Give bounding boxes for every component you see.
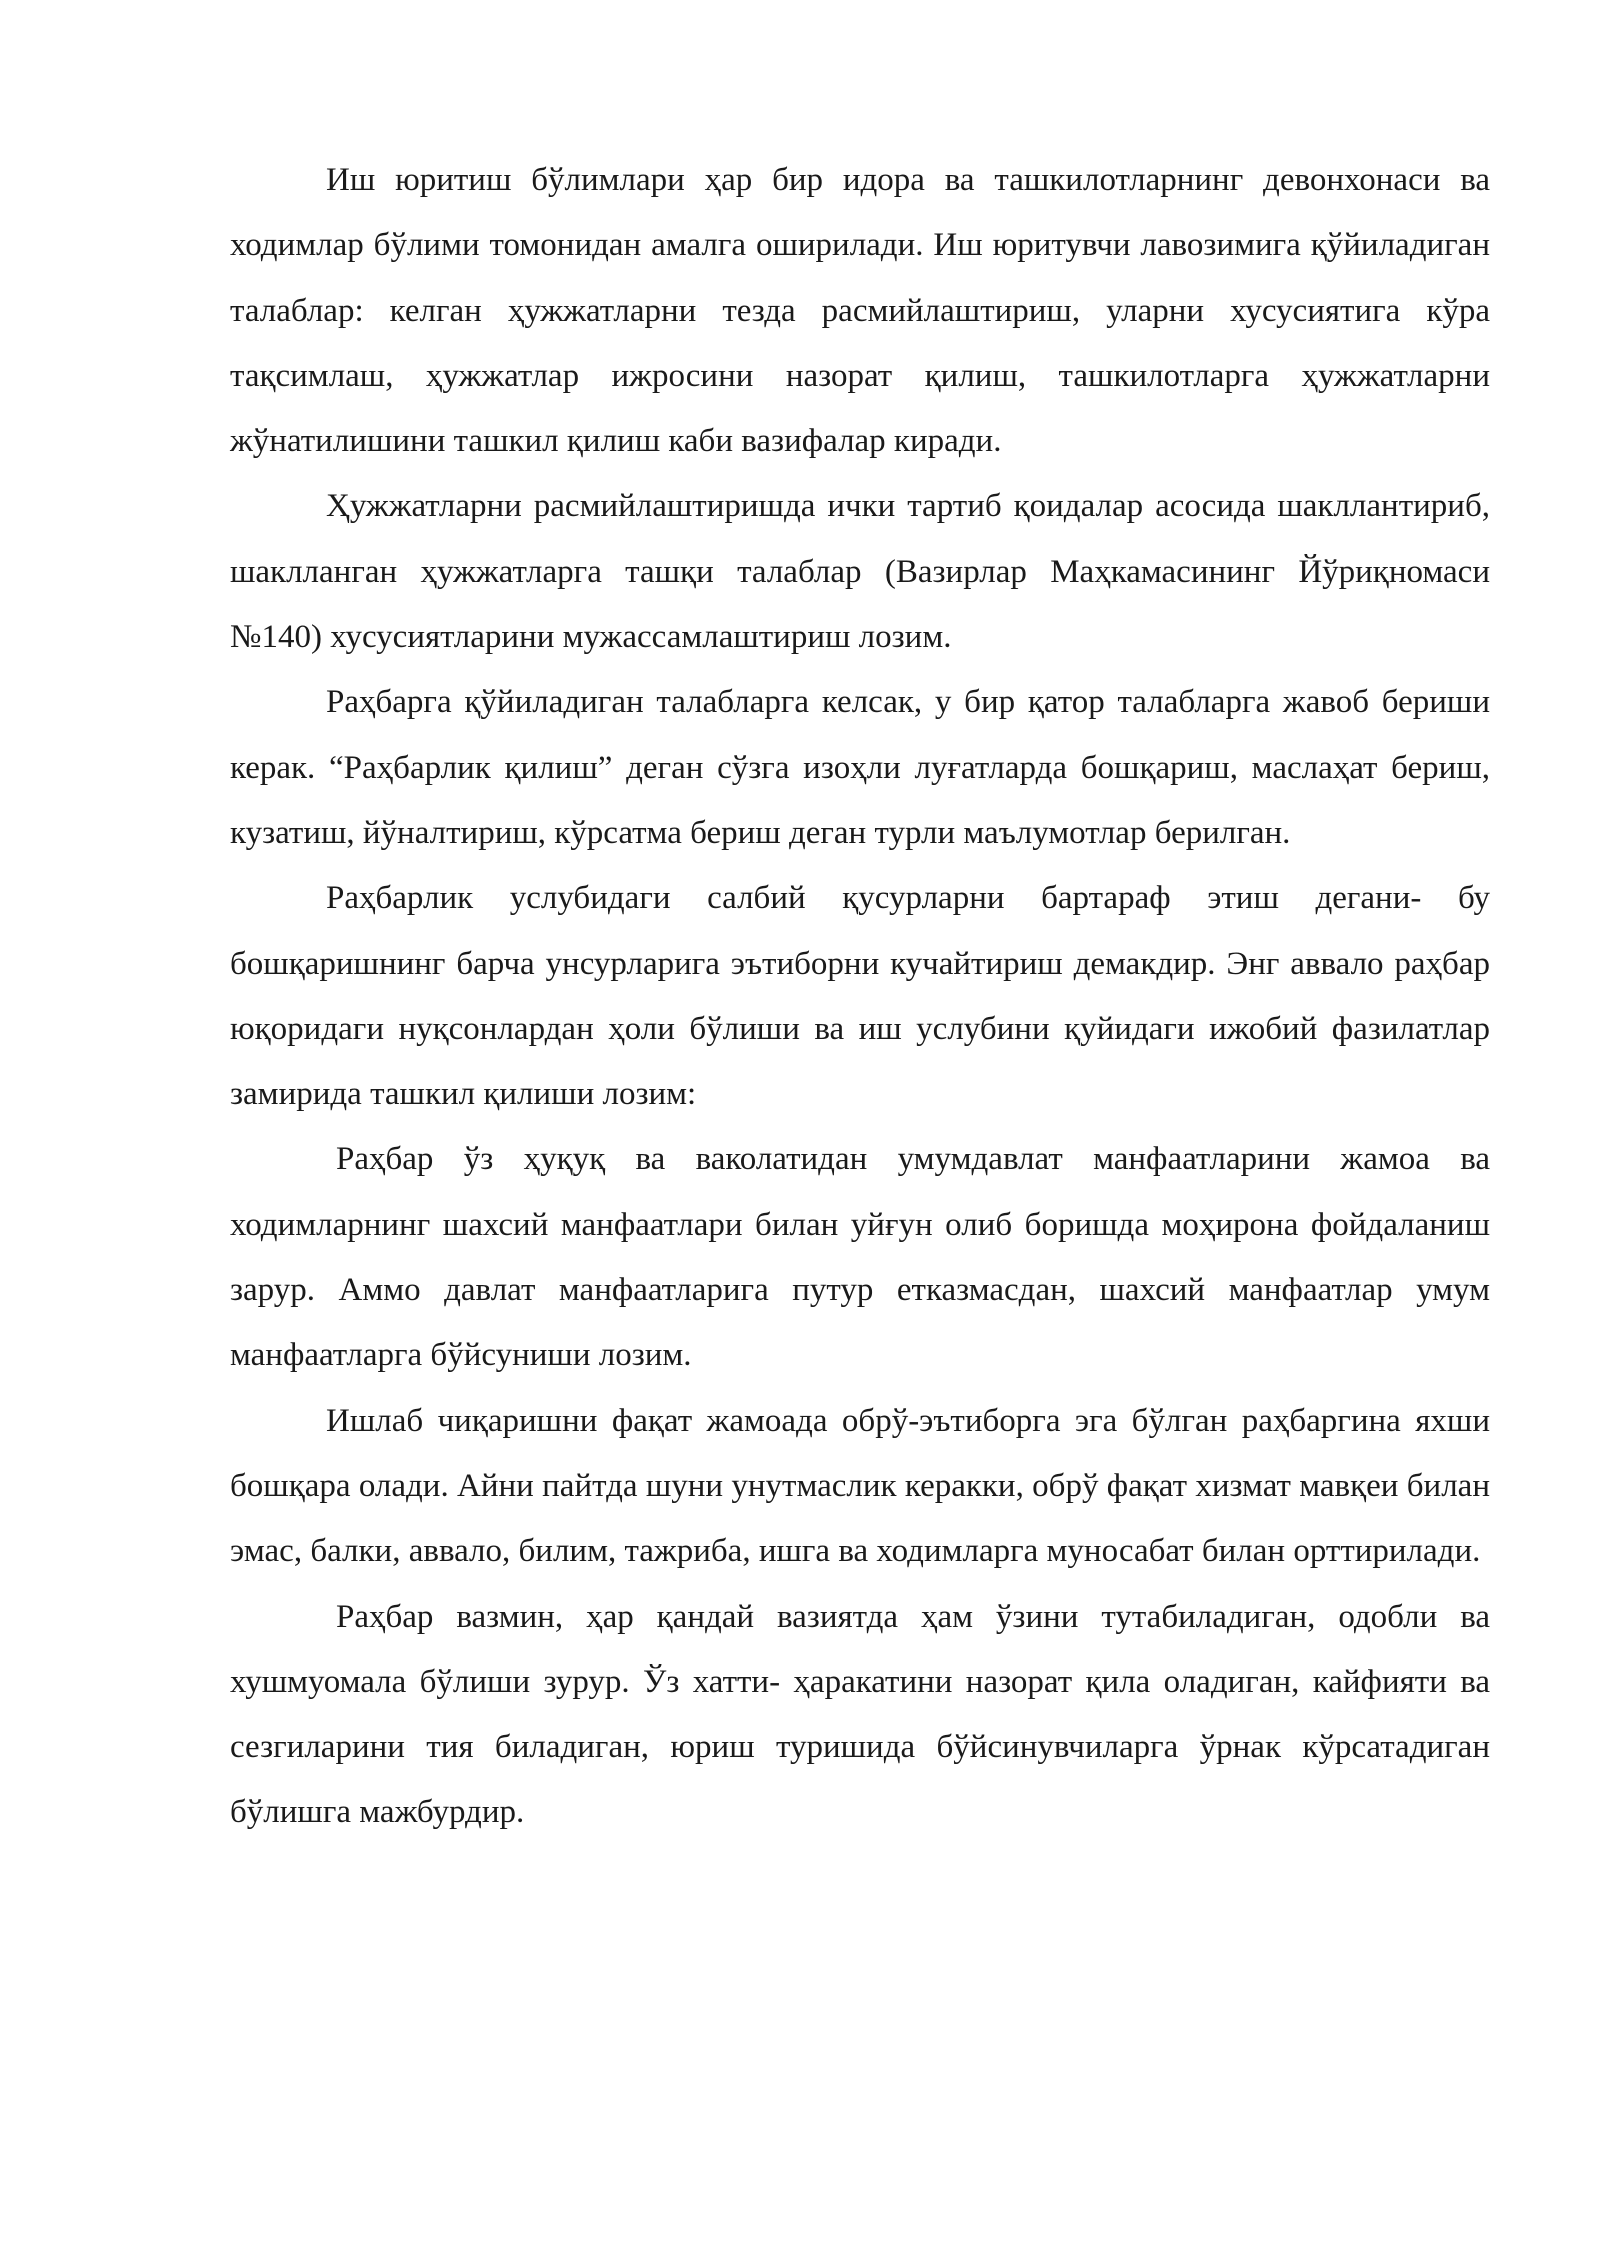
paragraph-office-work: Иш юритиш бўлимлари ҳар бир идора ва ташкилотларнинг девонхонаси ва ходимлар бўлими томонидан амалга оширилади. Иш юритувчи лавозимига қўйиладиган талаблар: келган ҳужжатларни тезда расмийлаштириш, уларни хусусиятига кўра тақсимлаш, ҳужжатлар ижросини назорат қилиш, ташкилотларга ҳужжатларни жўнатилишини ташкил қилиш каби вазифалар киради. (230, 162, 1490, 460)
paragraph-leader-rights: Раҳбар ўз ҳуқуқ ва ваколатидан умумдавлат манфаатларини жамоа ва ходимларнинг шахсий манфаатлари билан уйғун олиб боришда моҳирона фойдаланиш зарур. Аммо давлат манфаатларига путур етказмасдан, шахсий манфаатлар умум манфаатларга бўйсуниши лозим. (230, 1141, 1490, 1374)
paragraph-document-formalization: Ҳужжатларни расмийлаштиришда ички тартиб қоидалар асосида шакллантириб, шаклланган ҳужжатларга ташқи талаблар (Вазирлар Маҳкамасининг Йўриқномаси №140) хусусиятларини мужассамлаштириш лозим. (230, 488, 1490, 656)
document-body (230, 148, 1490, 1846)
paragraph-leader-manners: Раҳбар вазмин, ҳар қандай вазиятда ҳам ўзини тутабиладиган, одобли ва хушмуомала бўлиши зурур. Ўз хатти- ҳаракатини назорат қила оладиган, кайфияти ва сезгиларини тия биладиган, юриш туришида бўйсинувчиларга ўрнак кўрсатадиган бўлишга мажбурдир. (230, 1598, 1490, 1831)
paragraph-leader-requirements: Раҳбарга қўйиладиган талабларга келсак, у бир қатор талабларга жавоб бериши керак. “Раҳбарлик қилиш” деган сўзга изоҳли луғатларда бошқариш, маслаҳат бериш, кузатиш, йўналтириш, кўрсатма бериш деган турли маълумотлар берилган. (230, 684, 1490, 851)
paragraph-leadership-style: Раҳбарлик услубидаги салбий қусурларни бартараф этиш дегани- бу бошқаришнинг барча унсурларига эътиборни кучайтириш демакдир. Энг аввало раҳбар юқоридаги нуқсонлардан ҳоли бўлиши ва иш услубини қуйидаги ижобий фазилатлар замирида ташкил қилиши лозим: (230, 880, 1490, 1113)
paragraph-leader-authority: Ишлаб чиқаришни фақат жамоада обрў-эътиборга эга бўлган раҳбаргина яхши бошқара олади. Айни пайтда шуни унутмаслик керакки, обрў фақат хизмат мавқеи билан эмас, балки, аввало, билим, тажриба, ишга ва ходимларга муносабат билан орттирилади. (230, 1402, 1490, 1570)
